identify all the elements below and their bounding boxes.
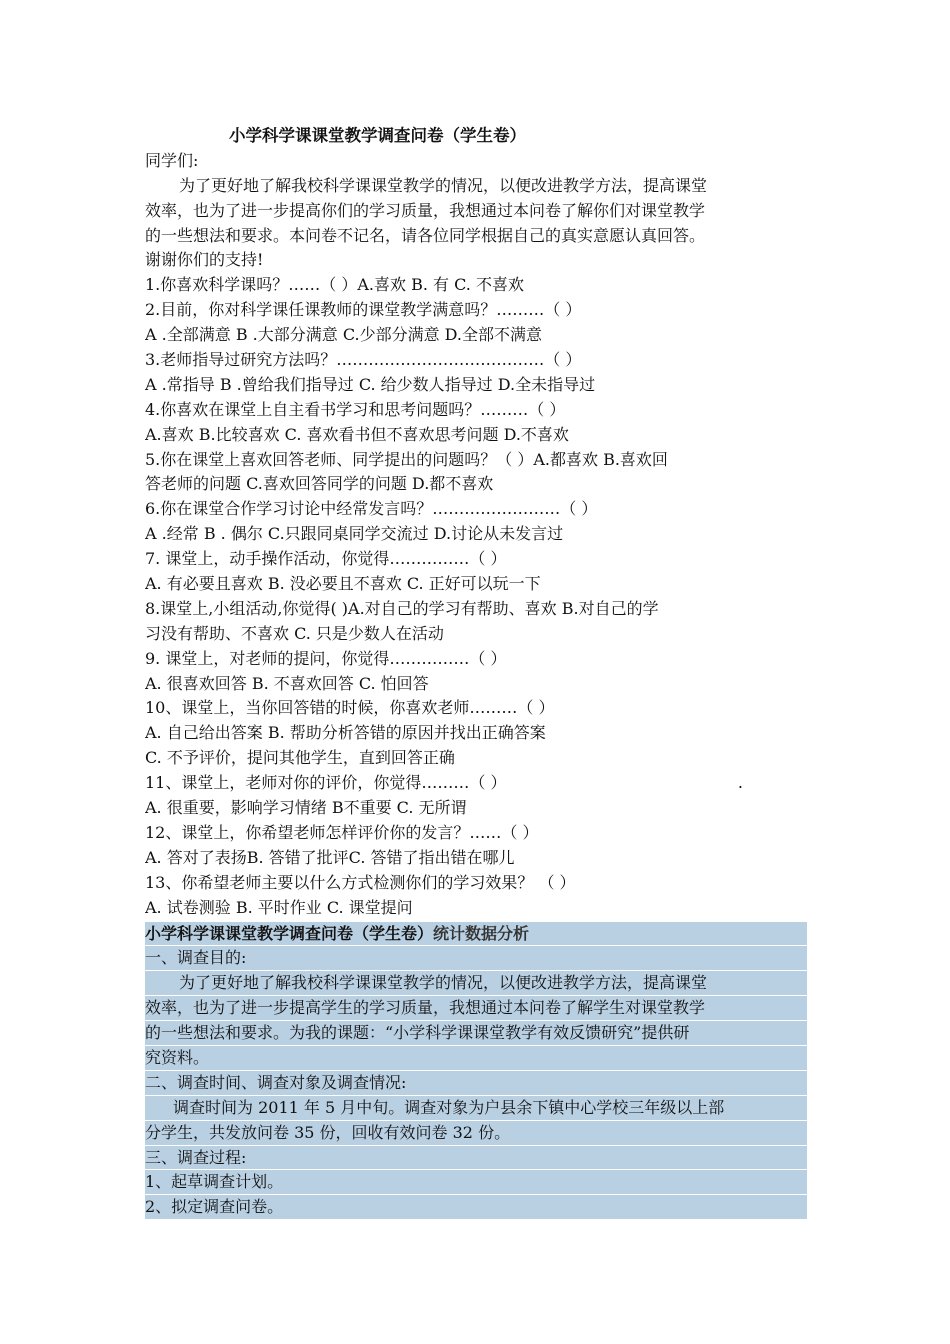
question-5: 5.你在课堂上喜欢回答老师、同学提出的问题吗？（ ）A.都喜欢 B.喜欢回 xyxy=(145,449,668,469)
analysis-heading: 二、调查时间、调查对象及调查情况: xyxy=(145,1071,807,1096)
question-10: 10、课堂上，当你回答错的时候，你喜欢老师………（ ） xyxy=(145,698,555,718)
question-8: 8.课堂上,小组活动,你觉得( )A.对自己的学习有帮助、喜欢 B.对自己的学 xyxy=(145,598,659,618)
analysis-line: 效率，也为了进一步提高学生的学习质量，我想通过本问卷了解学生对课堂教学 xyxy=(145,996,807,1021)
analysis-line: 为了更好地了解我校科学课课堂教学的情况，以便改进教学方法，提高课堂 xyxy=(145,971,807,996)
analysis-heading: 三、调查过程: xyxy=(145,1146,807,1171)
question-12-options: A. 答对了表扬B. 答错了批评C. 答错了指出错在哪儿 xyxy=(145,847,515,867)
greeting: 同学们: xyxy=(145,150,199,170)
survey-title: 小学科学课课堂教学调查问卷（学生卷） xyxy=(229,126,526,145)
question-3-options: A .常指导 B .曾给我们指导过 C. 给少数人指导过 D.全未指导过 xyxy=(145,374,596,394)
question-9-options: A. 很喜欢回答 B. 不喜欢回答 C. 怕回答 xyxy=(145,673,429,693)
analysis-title xyxy=(145,922,807,947)
question-8-options: 习没有帮助、不喜欢 C. 只是少数人在活动 xyxy=(145,623,444,643)
analysis-line: 分学生，共发放问卷 35 份，回收有效问卷 32 份。 xyxy=(145,1121,807,1146)
analysis-line: 1、起草调查计划。 xyxy=(145,1170,807,1195)
question-6: 6.你在课堂合作学习讨论中经常发言吗？……………………（ ） xyxy=(145,499,598,519)
question-11-options: A. 很重要，影响学习情绪 B不重要 C. 无所谓 xyxy=(145,798,467,818)
intro-line: 的一些想法和要求。本问卷不记名，请各位同学根据自己的真实意愿认真回答。 xyxy=(145,225,706,245)
question-4-options: A.喜欢 B.比较喜欢 C. 喜欢看书但不喜欢思考问题 D.不喜欢 xyxy=(145,424,569,444)
question-1: 1.你喜欢科学课吗？……（ ）A.喜欢 B. 有 C. 不喜欢 xyxy=(145,275,524,295)
question-10-options: A. 自己给出答案 B. 帮助分析答错的原因并找出正确答案 xyxy=(145,723,546,743)
analysis-line: 究资料。 xyxy=(145,1046,807,1071)
question-2-options: A .全部满意 B .大部分满意 C.少部分满意 D.全部不满意 xyxy=(145,325,543,345)
analysis-line: 调查时间为 2011 年 5 月中旬。调查对象为户县余下镇中心学校三年级以上部 xyxy=(145,1096,807,1121)
intro-line: 谢谢你们的支持! xyxy=(145,250,264,270)
question-4: 4.你喜欢在课堂上自主看书学习和思考问题吗？………（ ） xyxy=(145,399,566,419)
analysis-line: 2、拟定调查问卷。 xyxy=(145,1195,807,1220)
question-11-text: 11、课堂上，老师对你的评价，你觉得………（ ） xyxy=(145,773,507,793)
question-13: 13、你希望老师主要以什么方式检测你们的学习效果？ （ ） xyxy=(145,872,576,892)
question-7-options: A. 有必要且喜欢 B. 没必要且不喜欢 C. 正好可以玩一下 xyxy=(145,574,541,594)
analysis-heading: 一、调查目的: xyxy=(145,946,807,971)
question-3: 3.老师指导过研究方法吗？…………………………………（ ） xyxy=(145,350,582,370)
question-10-options: C. 不予评价，提问其他学生，直到回答正确 xyxy=(145,748,455,768)
analysis-title-main: 小学科学课课堂教学调查问卷（学生卷） xyxy=(145,923,434,943)
question-5-options: 答老师的问题 C.喜欢回答同学的问题 D.都不喜欢 xyxy=(145,474,494,494)
question-9: 9. 课堂上，对老师的提问，你觉得……………（ ） xyxy=(145,648,507,668)
question-2: 2.目前，你对科学课任课教师的课堂教学满意吗？………（ ） xyxy=(145,300,582,320)
document-page xyxy=(145,124,807,1220)
question-6-options: A .经常 B . 偶尔 C.只跟同桌同学交流过 D.讨论从未发言过 xyxy=(145,524,564,544)
analysis-section xyxy=(145,922,807,1221)
question-11 xyxy=(145,771,807,796)
question-7: 7. 课堂上，动手操作活动，你觉得……………（ ） xyxy=(145,549,507,569)
intro-line: 效率，也为了进一步提高你们的学习质量，我想通过本问卷了解你们对课堂教学 xyxy=(145,200,706,220)
stray-dot: . xyxy=(737,773,743,793)
question-12: 12、课堂上，你希望老师怎样评价你的发言？……（ ） xyxy=(145,822,539,842)
analysis-title-suffix: 统计数据分析 xyxy=(433,923,530,943)
analysis-line: 的一些想法和要求。为我的课题：“小学科学课课堂教学有效反馈研究”提供研 xyxy=(145,1021,807,1046)
question-13-options: A. 试卷测验 B. 平时作业 C. 课堂提问 xyxy=(145,897,413,917)
intro-line: 为了更好地了解我校科学课课堂教学的情况，以便改进教学方法，提高课堂 xyxy=(179,175,708,195)
